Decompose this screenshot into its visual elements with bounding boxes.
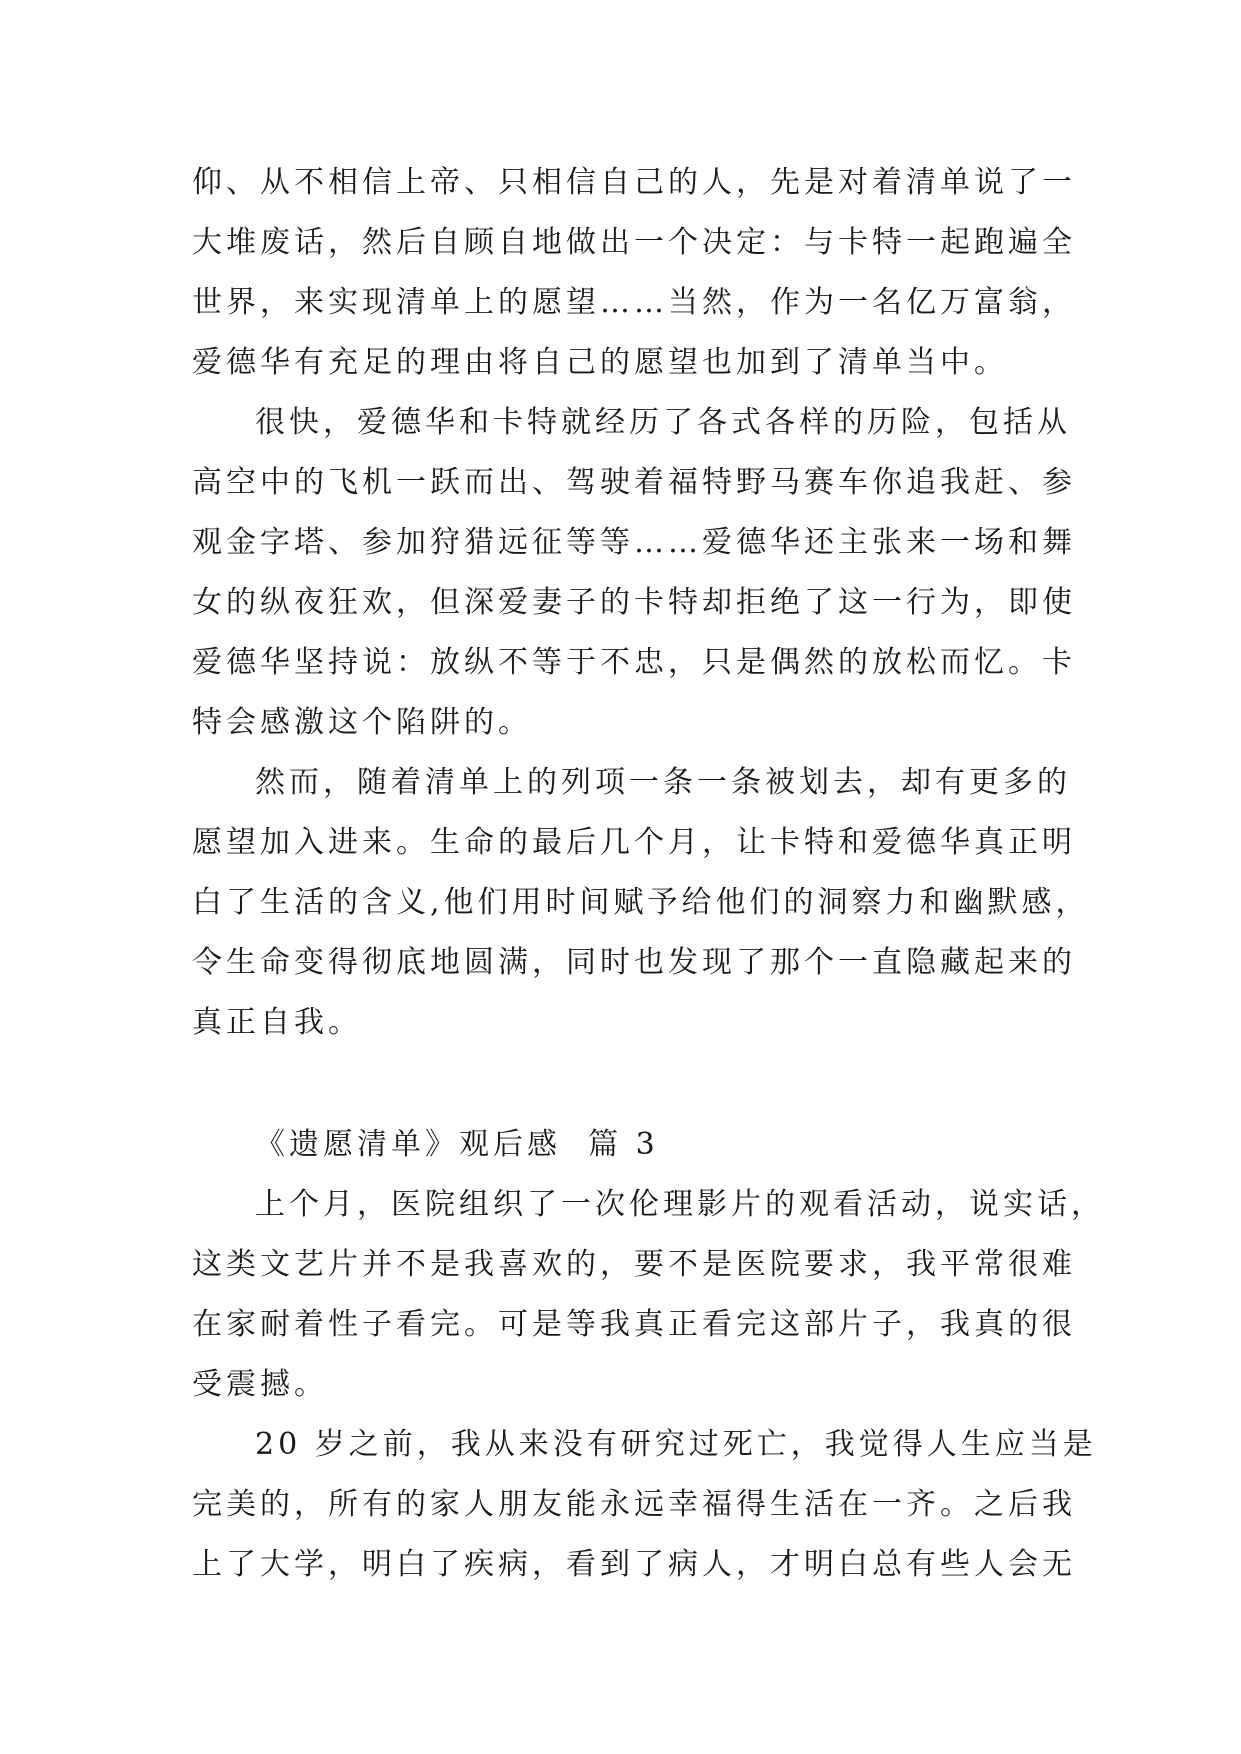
text-line: 然而，随着清单上的列项一条一条被划去，却有更多的 (255, 765, 1071, 800)
paragraph-before-twenty (192, 1415, 1097, 1595)
section-spacer (192, 1053, 1054, 1115)
text-line: 20 岁之前，我从来没有研究过死亡，我觉得人生应当是 (255, 1427, 1097, 1462)
text-line: 在家耐着性子看完。可是等我真正看完这部片子，我真的很 (192, 1307, 1076, 1342)
text-line: 女的纵夜狂欢，但深爱妻子的卡特却拒绝了这一行为，即使 (192, 585, 1076, 620)
text-line: 受震撼。 (192, 1367, 328, 1402)
text-line: 完美的，所有的家人朋友能永远幸福得生活在一齐。之后我 (192, 1487, 1076, 1522)
text-line: 仰、从不相信上帝、只相信自己的人，先是对着清单说了一 (192, 165, 1076, 200)
text-line: 高空中的飞机一跃而出、驾驶着福特野马赛车你追我赶、参 (192, 465, 1076, 500)
text-line: 很快，爱德华和卡特就经历了各式各样的历险，包括从 (255, 405, 1071, 440)
text-line: 真正自我。 (192, 1005, 362, 1040)
text-line: 观金字塔、参加狩猎远征等等……爱德华还主张来一场和舞 (192, 525, 1076, 560)
text-line: 大堆废话，然后自顾自地做出一个决定：与卡特一起跑遍全 (192, 225, 1076, 260)
text-line: 愿望加入进来。生命的最后几个月，让卡特和爱德华真正明 (192, 825, 1076, 860)
paragraph-meaning (192, 753, 1090, 1053)
text-line: 这类文艺片并不是我喜欢的，要不是医院要求，我平常很难 (192, 1247, 1076, 1282)
section-heading: 《遗愿清单》观后感 篇 3 (255, 1127, 659, 1162)
text-line: 上个月，医院组织了一次伦理影片的观看活动，说实话， (255, 1187, 1105, 1222)
document-body (192, 153, 1105, 1595)
text-line: 爱德华坚持说：放纵不等于不忠，只是偶然的放松而忆。卡 (192, 645, 1076, 680)
paragraph-continued (192, 153, 1076, 393)
paragraph-adventures (192, 393, 1076, 753)
text-line: 令生命变得彻底地圆满，同时也发现了那个一直隐藏起来的 (192, 945, 1076, 980)
text-line: 爱德华有充足的理由将自己的愿望也加到了清单当中。 (192, 345, 1008, 380)
paragraph-hospital (192, 1175, 1105, 1415)
text-line: 特会感激这个陷阱的。 (192, 705, 532, 740)
text-line: 白了生活的含义,他们用时间赋予给他们的洞察力和幽默感， (192, 885, 1090, 920)
text-line: 上了大学，明白了疾病，看到了病人，才明白总有些人会无 (192, 1547, 1076, 1582)
text-line: 世界，来实现清单上的愿望……当然，作为一名亿万富翁， (192, 285, 1076, 320)
